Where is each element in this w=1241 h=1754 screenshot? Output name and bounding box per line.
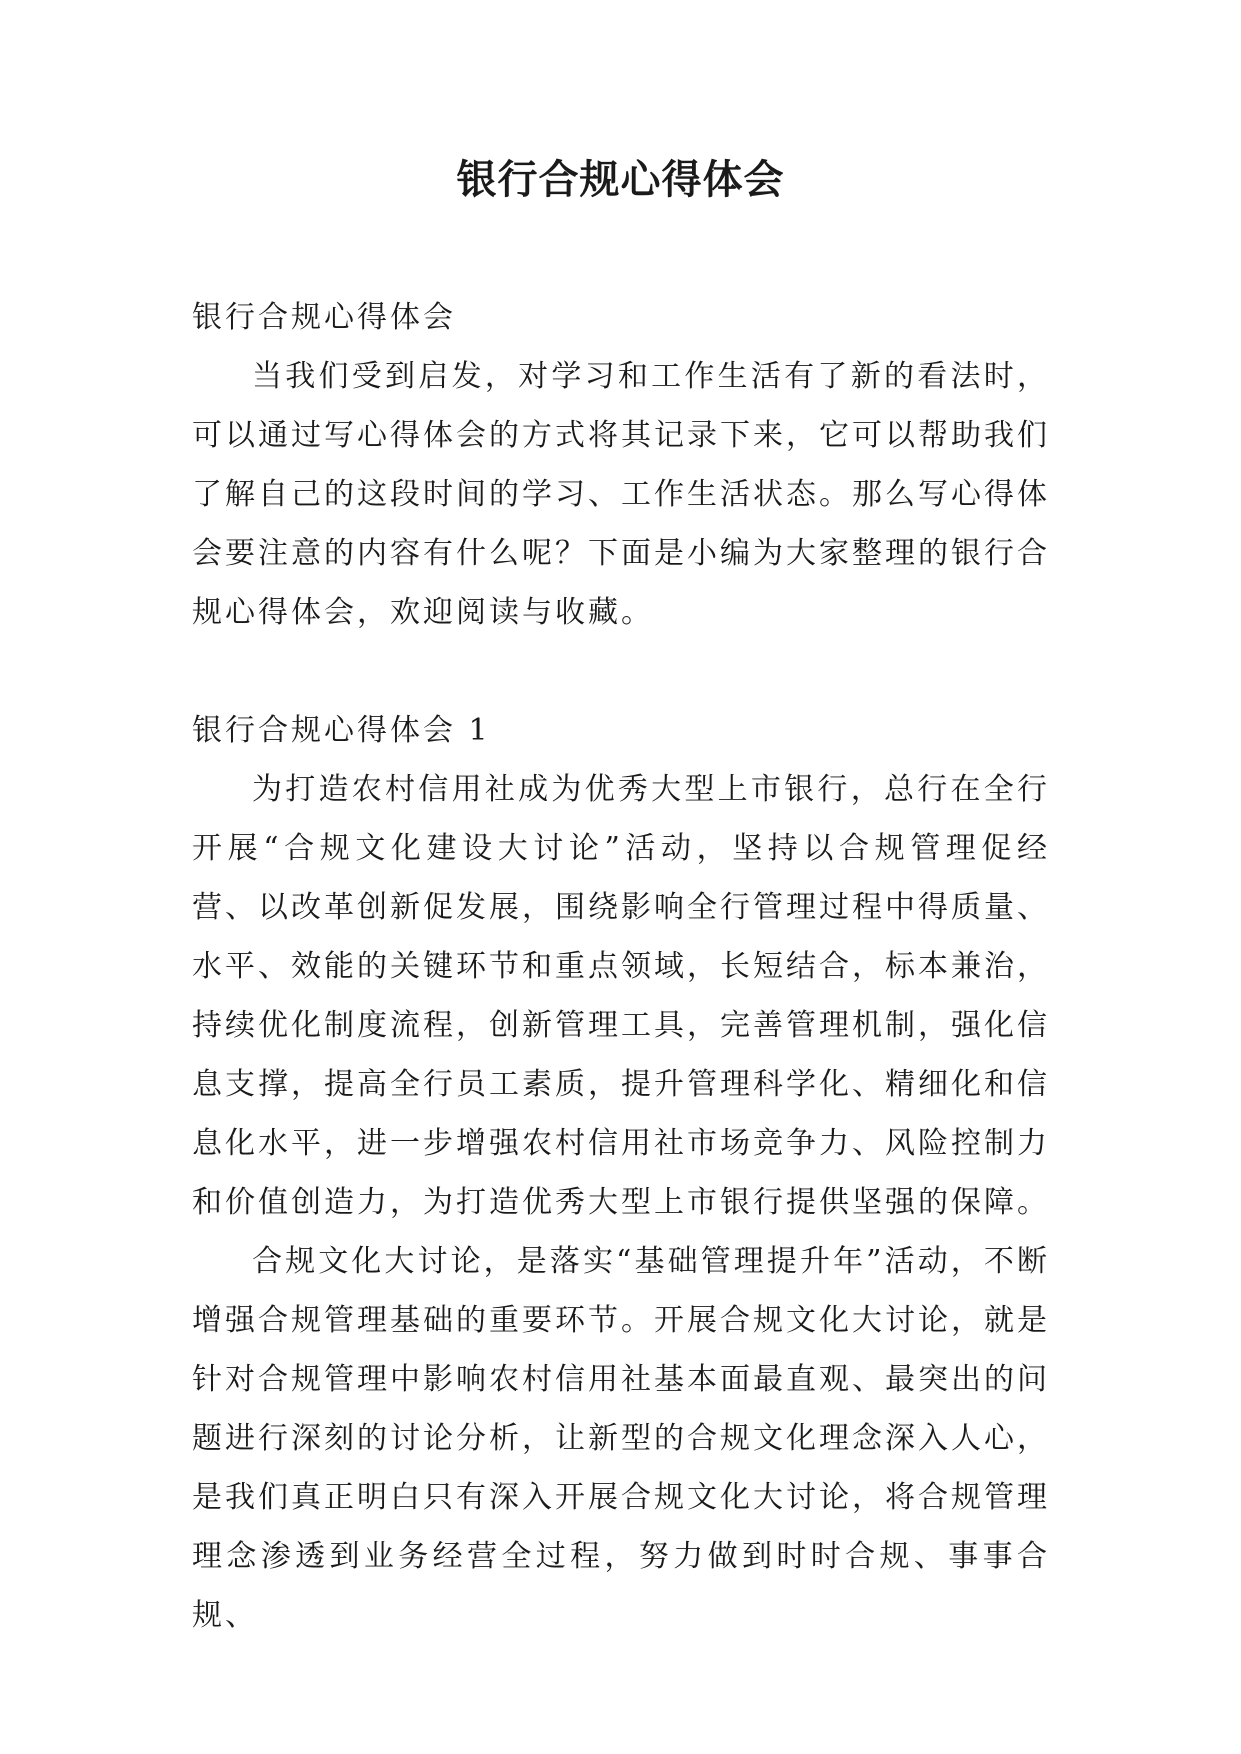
document-body [192,288,1050,1645]
section-paragraph: 为打造农村信用社成为优秀大型上市银行，总行在全行开展“合规文化建设大讨论”活动，坚持以合规管理促经营、以改革创新促发展，围绕影响全行管理过程中得质量、水平、效能的关键环节和重点领域，长短结合，标本兼治，持续优化制度流程，创新管理工具，完善管理机制，强化信息支撑，提高全行员工素质，提升管理科学化、精细化和信息化水平，进一步增强农村信用社市场竞争力、风险控制力和价值创造力，为打造优秀大型上市银行提供坚强的保障。 [192,772,1050,1220]
section-spacer [192,642,1050,701]
section-paragraph: 合规文化大讨论，是落实“基础管理提升年”活动，不断增强合规管理基础的重要环节。开展合规文化大讨论，就是针对合规管理中影响农村信用社基本面最直观、最突出的问题进行深刻的讨论分析，让新型的合规文化理念深入人心，是我们真正明白只有深入开展合规文化大讨论，将合规管理理念渗透到业务经营全过程，努力做到时时合规、事事合规、 [192,1244,1050,1633]
document-title: 银行合规心得体会 [456,156,785,203]
section-heading: 银行合规心得体会 1 [192,713,491,748]
intro-paragraph: 当我们受到启发，对学习和工作生活有了新的看法时，可以通过写心得体会的方式将其记录下来，它可以帮助我们了解自己的这段时间的学习、工作生活状态。那么写心得体会要注意的内容有什么呢？下面是小编为大家整理的银行合规心得体会，欢迎阅读与收藏。 [192,359,1050,630]
intro-heading: 银行合规心得体会 [192,300,456,335]
